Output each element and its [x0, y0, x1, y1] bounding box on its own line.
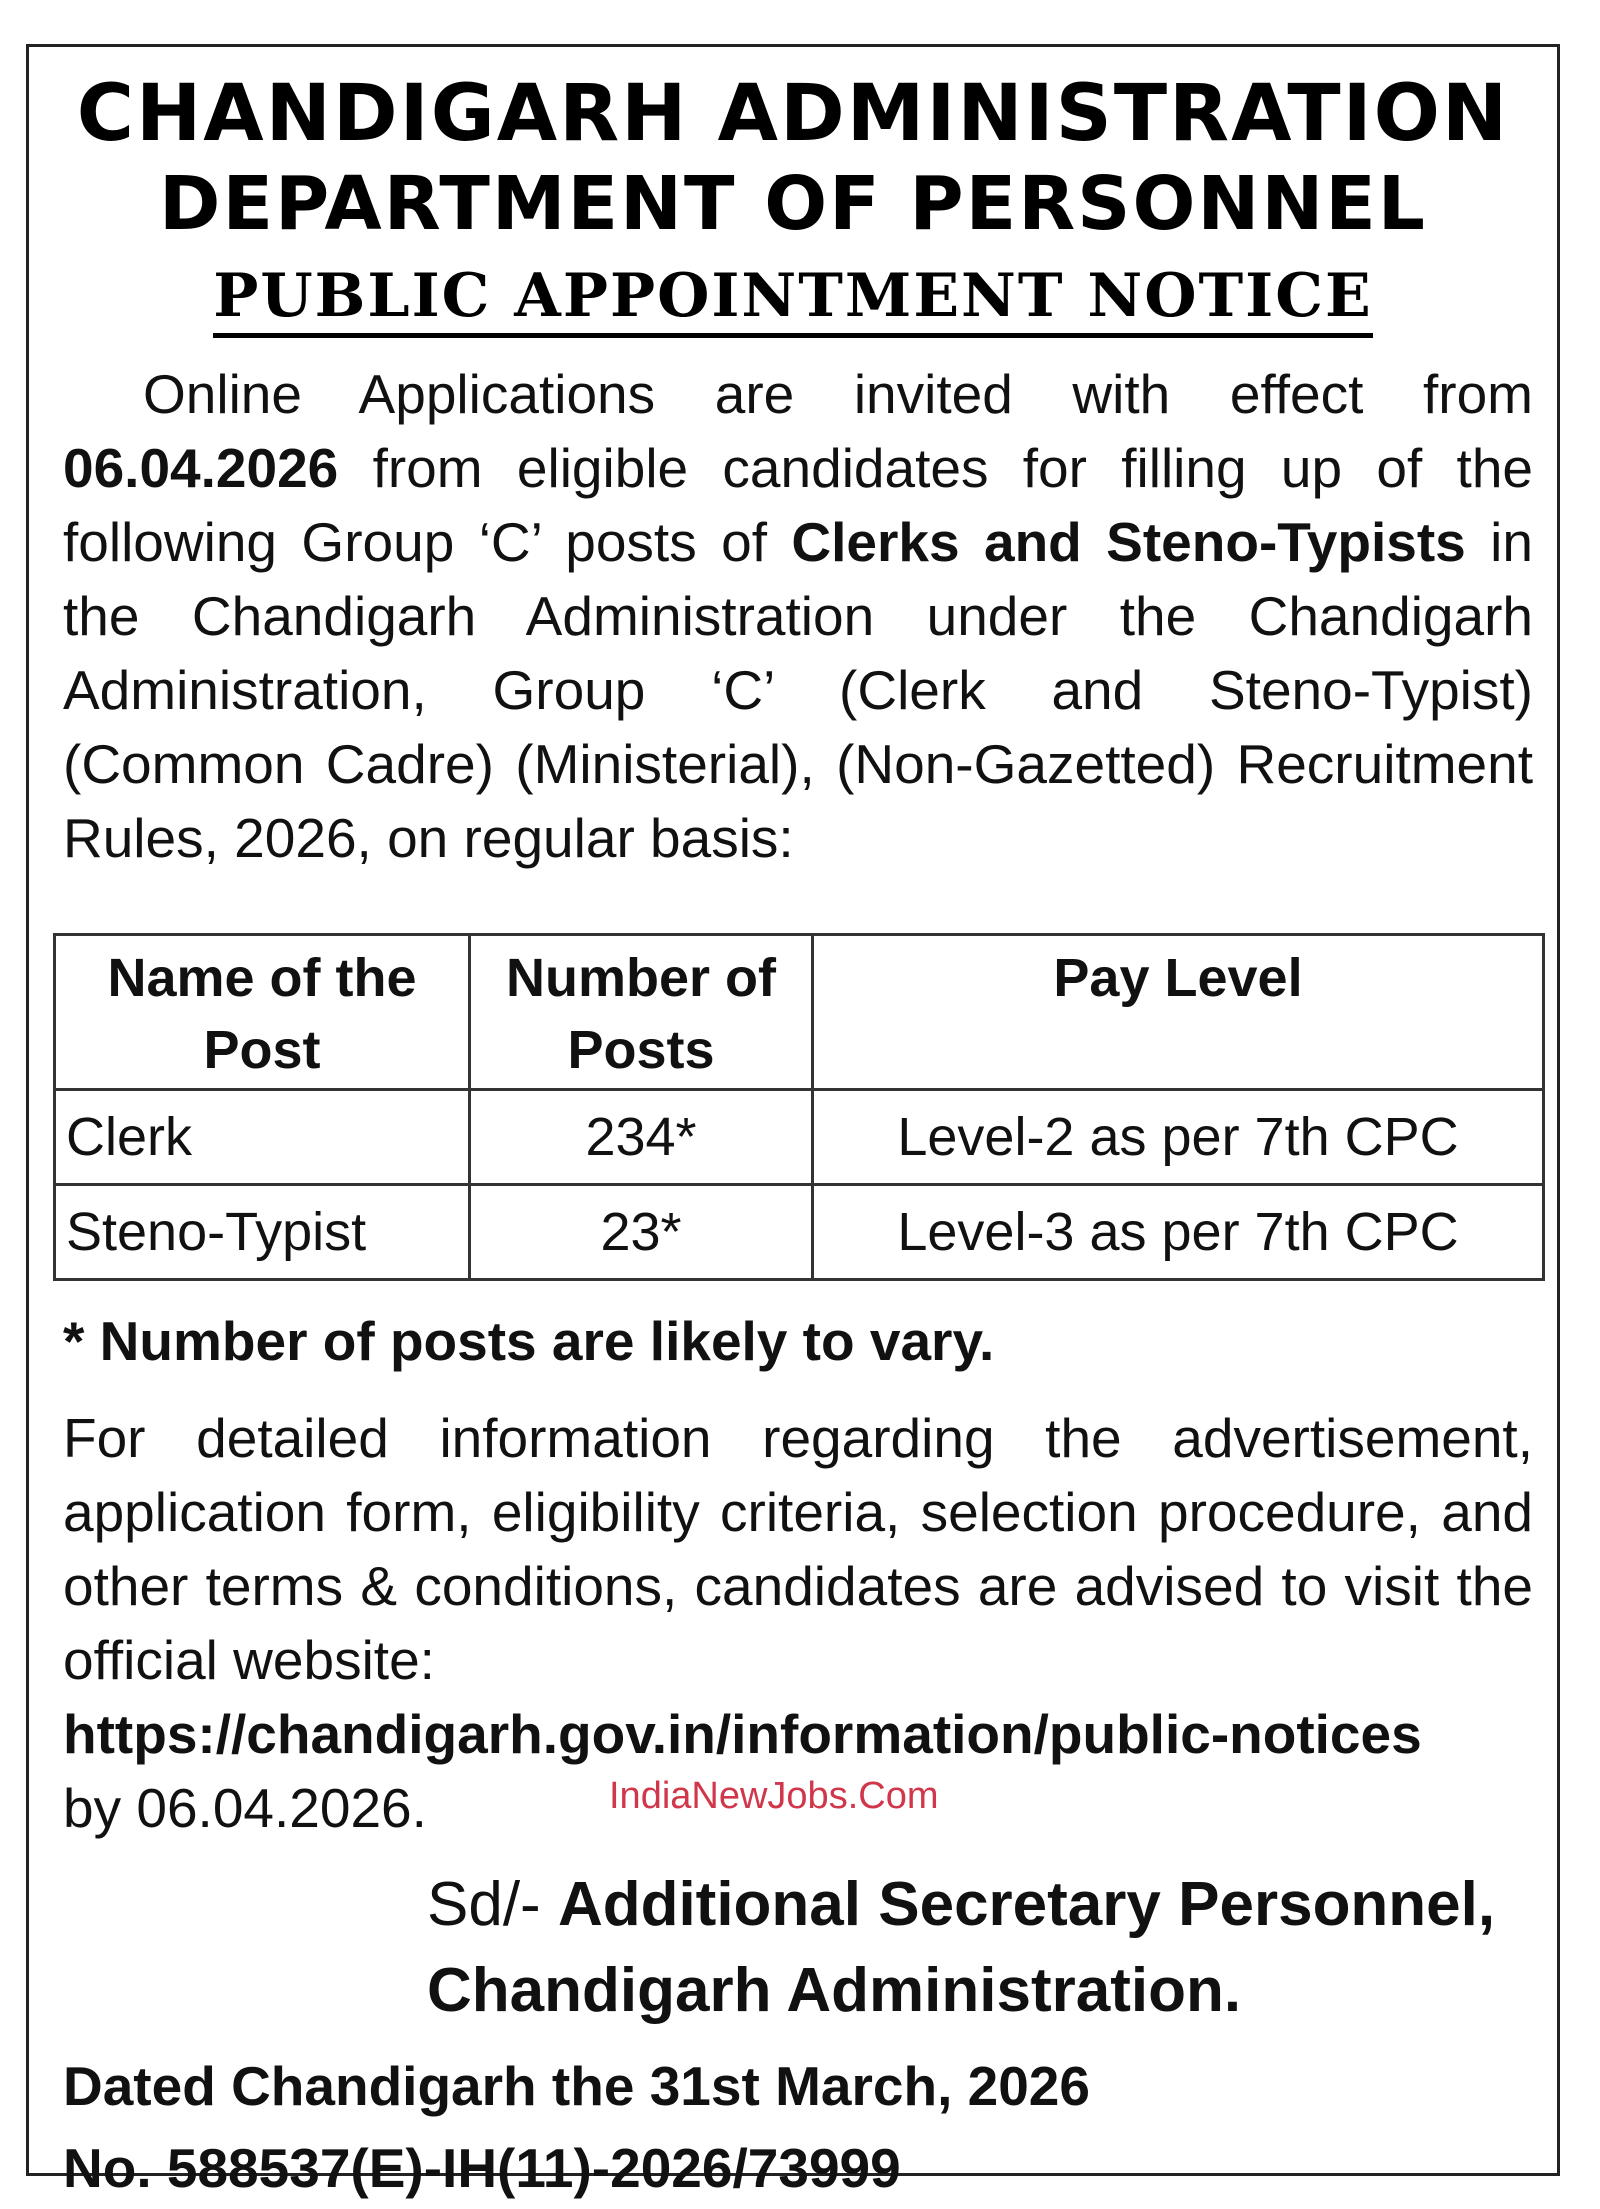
- pay-level: Level-2 as per 7th CPC: [813, 1090, 1544, 1185]
- deadline-text: by 06.04.2026.: [63, 1777, 427, 1839]
- table-row: [55, 1090, 1544, 1185]
- posts-note: * Number of posts are likely to vary.: [63, 1310, 995, 1372]
- header-post-count: Number of Posts: [470, 935, 813, 1090]
- post-name: Clerk: [55, 1090, 470, 1185]
- header-pay-level: Pay Level: [813, 935, 1544, 1090]
- watermark: IndiaNewJobs.Com: [609, 1775, 939, 1817]
- intro-date: 06.04.2026: [63, 437, 339, 499]
- notice-title: [29, 261, 1557, 331]
- header-post-name: Name of the Post: [55, 935, 470, 1090]
- dated-line: Dated Chandigarh the 31st March, 2026: [63, 2055, 1090, 2117]
- details-text: For detailed information regarding the advertisement, application form, eligibility criteria, selection procedure, and other terms & conditions, candidates are advised to visit the official website:: [63, 1407, 1533, 1691]
- table-row: [55, 1185, 1544, 1280]
- intro-posts: Clerks and Steno-Typists: [791, 511, 1466, 573]
- signature-prefix: Sd/-: [427, 1870, 558, 1939]
- post-name: Steno-Typist: [55, 1185, 470, 1280]
- pay-level: Level-3 as per 7th CPC: [813, 1185, 1544, 1280]
- post-count: 23*: [470, 1185, 813, 1280]
- org-title: CHANDIGARH ADMINISTRATION: [76, 69, 1510, 159]
- signature-office: Chandigarh Administration.: [427, 1956, 1242, 2025]
- notice-title-text: PUBLIC APPOINTMENT NOTICE: [213, 261, 1373, 338]
- notice-frame: [26, 44, 1560, 2199]
- signature-title: Additional Secretary Personnel,: [557, 1870, 1496, 1939]
- signature-block: [427, 1862, 1495, 2034]
- footer-block: [63, 2045, 1090, 2209]
- table-header-row: [55, 935, 1544, 1090]
- post-count: 234*: [470, 1090, 813, 1185]
- department-title: DEPARTMENT OF PERSONNEL: [159, 161, 1427, 247]
- intro-part1: Online Applications are invited with effect from: [143, 363, 1533, 425]
- intro-part3: in the Chandigarh Administration under the Chandigarh Administration, Group ‘C’ (Clerk and Steno-Typist) (Common Cadre) (Ministerial), (Non-Gazetted) Recruitment Rules, 2026, on regular basis:: [63, 511, 1533, 869]
- intro-paragraph: [63, 357, 1533, 875]
- posts-table: [53, 933, 1545, 1281]
- reference-number: No. 588537(E)-IH(11)-2026/73999: [63, 2137, 901, 2199]
- website-link[interactable]: https://chandigarh.gov.in/information/public-notices: [63, 1703, 1422, 1765]
- intro-part2: from eligible candidates for filling up of the following Group ‘C’ posts of: [63, 437, 1533, 573]
